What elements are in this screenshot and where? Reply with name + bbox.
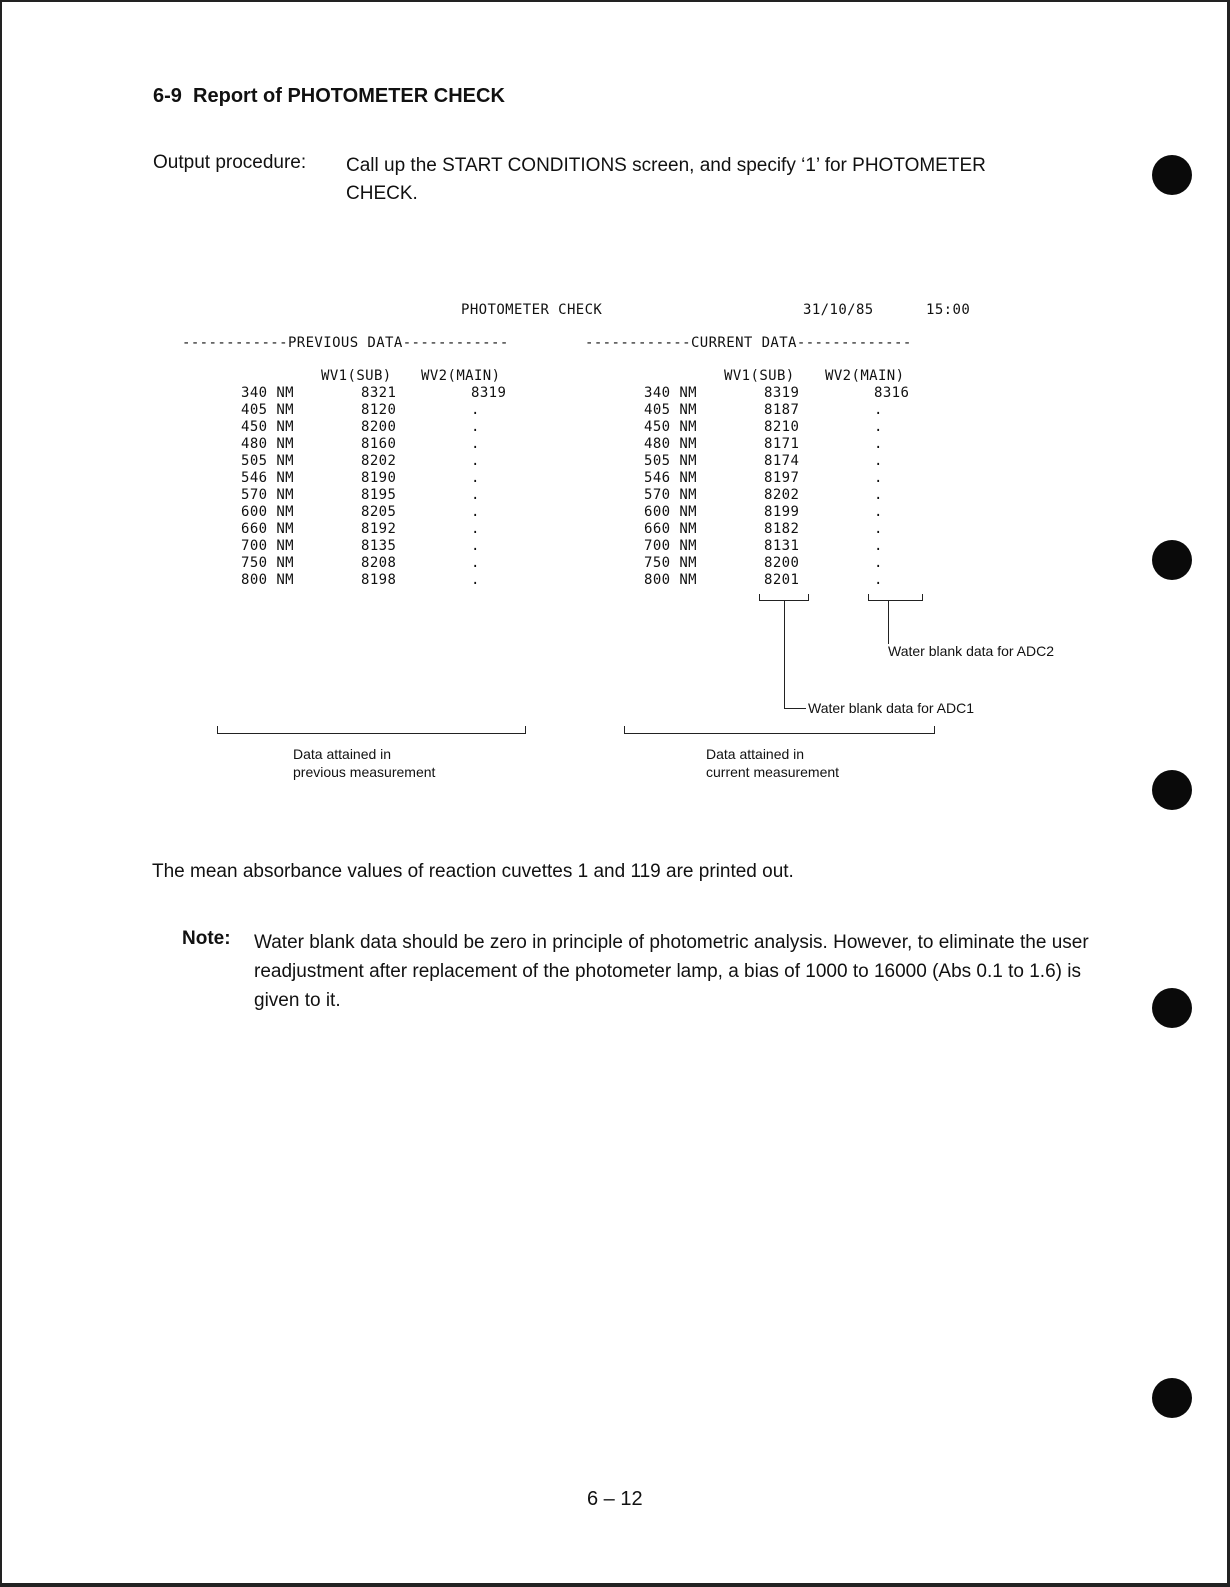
wv1-value-cell: 8131 bbox=[764, 538, 800, 554]
section-title: Report of PHOTOMETER CHECK bbox=[193, 85, 505, 107]
wavelength-cell: 450 NM bbox=[241, 419, 294, 435]
wv1-value-cell: 8199 bbox=[764, 504, 800, 520]
wv1-value-cell: 8190 bbox=[361, 470, 397, 486]
report-title: PHOTOMETER CHECK bbox=[461, 302, 603, 318]
wavelength-cell: 800 NM bbox=[644, 572, 697, 588]
wv2-value-cell: . bbox=[874, 487, 883, 503]
section-heading bbox=[153, 85, 505, 108]
adc1-bracket-tick-right bbox=[808, 594, 809, 600]
wavelength-cell: 505 NM bbox=[241, 453, 294, 469]
wv2-value-cell: . bbox=[874, 521, 883, 537]
wavelength-cell: 480 NM bbox=[644, 436, 697, 452]
wv1-value-cell: 8210 bbox=[764, 419, 800, 435]
wv2-value-cell: . bbox=[471, 470, 480, 486]
previous-caption-line-2: previous measurement bbox=[293, 764, 436, 780]
adc2-bracket-tick-left bbox=[868, 594, 869, 600]
wavelength-cell: 750 NM bbox=[644, 555, 697, 571]
adc1-leader-arm bbox=[784, 708, 806, 709]
wavelength-cell: 600 NM bbox=[241, 504, 294, 520]
wavelength-cell: 405 NM bbox=[644, 402, 697, 418]
current-caption-line-1: Data attained in bbox=[706, 746, 805, 762]
current-col-wv1-header: WV1(SUB) bbox=[724, 368, 795, 384]
report-time: 15:00 bbox=[926, 302, 971, 318]
wavelength-cell: 340 NM bbox=[241, 385, 294, 401]
wavelength-cell: 570 NM bbox=[241, 487, 294, 503]
previous-col-wv1-header: WV1(SUB) bbox=[321, 368, 392, 384]
adc1-annotation: Water blank data for ADC1 bbox=[808, 700, 975, 716]
punch-hole-icon bbox=[1152, 540, 1192, 580]
wv1-value-cell: 8174 bbox=[764, 453, 800, 469]
wavelength-cell: 600 NM bbox=[644, 504, 697, 520]
wv1-value-cell: 8205 bbox=[361, 504, 397, 520]
previous-measurement-caption bbox=[293, 745, 435, 781]
wv2-value-cell: 8319 bbox=[471, 385, 507, 401]
wavelength-cell: 450 NM bbox=[644, 419, 697, 435]
current-section-bracket bbox=[624, 733, 935, 734]
wv1-value-cell: 8198 bbox=[361, 572, 397, 588]
current-measurement-caption bbox=[706, 745, 839, 781]
report-date: 31/10/85 bbox=[803, 302, 874, 318]
wv2-value-cell: . bbox=[874, 419, 883, 435]
wv1-value-cell: 8200 bbox=[764, 555, 800, 571]
wavelength-cell: 505 NM bbox=[644, 453, 697, 469]
wv1-value-cell: 8208 bbox=[361, 555, 397, 571]
wavelength-cell: 700 NM bbox=[644, 538, 697, 554]
section-number: 6-9 bbox=[153, 85, 182, 107]
wv2-value-cell: . bbox=[471, 538, 480, 554]
wavelength-cell: 660 NM bbox=[644, 521, 697, 537]
wavelength-cell: 480 NM bbox=[241, 436, 294, 452]
wavelength-cell: 800 NM bbox=[241, 572, 294, 588]
punch-hole-icon bbox=[1152, 988, 1192, 1028]
wv2-value-cell: . bbox=[471, 504, 480, 520]
punch-hole-icon bbox=[1152, 770, 1192, 810]
note-label: Note: bbox=[182, 928, 231, 949]
wv1-value-cell: 8319 bbox=[764, 385, 800, 401]
wv2-value-cell: . bbox=[471, 419, 480, 435]
adc2-bracket-tick-right bbox=[922, 594, 923, 600]
punch-hole-icon bbox=[1152, 1378, 1192, 1418]
wv2-value-cell: . bbox=[874, 470, 883, 486]
wv2-value-cell: 8316 bbox=[874, 385, 910, 401]
wv2-value-cell: . bbox=[874, 572, 883, 588]
previous-section-bracket-tick-left bbox=[217, 726, 218, 733]
wv1-value-cell: 8192 bbox=[361, 521, 397, 537]
wv2-value-cell: . bbox=[874, 504, 883, 520]
note-text: Water blank data should be zero in principle of photometric analysis. However, to eliminate the user readjustment after replacement of the photometer lamp, a bias of 1000 to 16000 (Abs 0.1 to 1.6) is given to it. bbox=[254, 932, 1089, 1011]
previous-section-bracket-tick-right bbox=[525, 726, 526, 733]
adc2-bracket bbox=[868, 600, 923, 601]
adc1-bracket-tick-left bbox=[759, 594, 760, 600]
previous-data-header: ------------PREVIOUS DATA------------ bbox=[182, 335, 509, 351]
adc2-leader-line bbox=[888, 600, 889, 644]
page-border-top bbox=[0, 0, 1230, 2]
wv2-value-cell: . bbox=[471, 402, 480, 418]
output-procedure-line-2: CHECK. bbox=[346, 183, 418, 204]
wv1-value-cell: 8182 bbox=[764, 521, 800, 537]
wv1-value-cell: 8160 bbox=[361, 436, 397, 452]
page-border-bottom bbox=[0, 1583, 1230, 1587]
wv2-value-cell: . bbox=[471, 453, 480, 469]
wv1-value-cell: 8120 bbox=[361, 402, 397, 418]
wavelength-cell: 546 NM bbox=[644, 470, 697, 486]
wv2-value-cell: . bbox=[874, 453, 883, 469]
wv2-value-cell: . bbox=[471, 436, 480, 452]
page-border-left bbox=[0, 0, 2, 1587]
wv1-value-cell: 8171 bbox=[764, 436, 800, 452]
wv2-value-cell: . bbox=[874, 555, 883, 571]
wv2-value-cell: . bbox=[874, 436, 883, 452]
current-section-bracket-tick-left bbox=[624, 726, 625, 733]
previous-caption-line-1: Data attained in bbox=[293, 746, 392, 762]
wv1-value-cell: 8202 bbox=[764, 487, 800, 503]
wv1-value-cell: 8197 bbox=[764, 470, 800, 486]
wavelength-cell: 700 NM bbox=[241, 538, 294, 554]
wv1-value-cell: 8201 bbox=[764, 572, 800, 588]
wv2-value-cell: . bbox=[471, 487, 480, 503]
wv1-value-cell: 8321 bbox=[361, 385, 397, 401]
wavelength-cell: 570 NM bbox=[644, 487, 697, 503]
wavelength-cell: 405 NM bbox=[241, 402, 294, 418]
previous-col-wv2-header: WV2(MAIN) bbox=[421, 368, 501, 384]
punch-hole-icon bbox=[1152, 155, 1192, 195]
current-col-wv2-header: WV2(MAIN) bbox=[825, 368, 905, 384]
wv1-value-cell: 8202 bbox=[361, 453, 397, 469]
wv2-value-cell: . bbox=[874, 402, 883, 418]
wv1-value-cell: 8200 bbox=[361, 419, 397, 435]
mean-absorbance-text: The mean absorbance values of reaction cuvettes 1 and 119 are printed out. bbox=[152, 861, 794, 882]
adc2-annotation: Water blank data for ADC2 bbox=[888, 643, 1055, 659]
current-caption-line-2: current measurement bbox=[706, 764, 840, 780]
wavelength-cell: 750 NM bbox=[241, 555, 294, 571]
output-procedure-text bbox=[346, 152, 1086, 208]
wv1-value-cell: 8195 bbox=[361, 487, 397, 503]
wavelength-cell: 660 NM bbox=[241, 521, 294, 537]
current-section-bracket-tick-right bbox=[934, 726, 935, 733]
wv2-value-cell: . bbox=[471, 521, 480, 537]
wavelength-cell: 546 NM bbox=[241, 470, 294, 486]
adc1-leader-line bbox=[784, 600, 785, 708]
wavelength-cell: 340 NM bbox=[644, 385, 697, 401]
current-data-header: ------------CURRENT DATA------------- bbox=[585, 335, 912, 351]
output-procedure-line-1: Call up the START CONDITIONS screen, and specify ‘1’ for PHOTOMETER bbox=[346, 155, 986, 176]
page-number: 6 – 12 bbox=[587, 1488, 643, 1510]
previous-section-bracket bbox=[217, 733, 526, 734]
wv2-value-cell: . bbox=[874, 538, 883, 554]
output-procedure-label: Output procedure: bbox=[153, 152, 307, 173]
wv1-value-cell: 8135 bbox=[361, 538, 397, 554]
wv1-value-cell: 8187 bbox=[764, 402, 800, 418]
wv2-value-cell: . bbox=[471, 555, 480, 571]
wv2-value-cell: . bbox=[471, 572, 480, 588]
